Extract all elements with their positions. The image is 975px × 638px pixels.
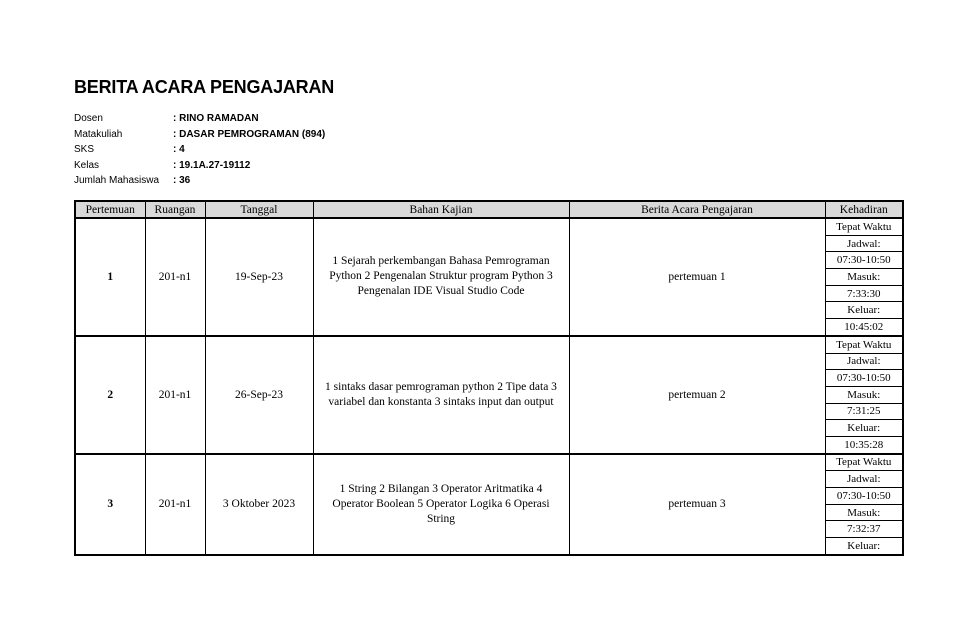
- meta-block: [74, 111, 325, 189]
- cell-tanggal: 26-Sep-23: [205, 336, 313, 454]
- meta-label: Jumlah Mahasiswa: [74, 175, 160, 186]
- cell-pertemuan: 2: [75, 336, 145, 454]
- cell-bahan-kajian: 1 String 2 Bilangan 3 Operator Aritmatika 4 Operator Boolean 5 Operator Logika 6 Operasi String: [313, 454, 569, 555]
- cell-kehadiran-keluar: 10:35:28: [825, 436, 903, 453]
- header-bahan-kajian: Bahan Kajian: [313, 201, 569, 218]
- cell-kehadiran-status: Tepat Waktu: [825, 336, 903, 353]
- cell-berita-acara: pertemuan 3: [569, 454, 825, 555]
- header-tanggal: Tanggal: [205, 201, 313, 218]
- header-kehadiran: Kehadiran: [825, 201, 903, 218]
- attendance-table: [74, 200, 904, 556]
- cell-kehadiran-masuk-label: Masuk:: [825, 269, 903, 286]
- meta-label: Kelas: [74, 159, 100, 171]
- cell-berita-acara: pertemuan 2: [569, 336, 825, 454]
- cell-berita-acara: pertemuan 1: [569, 218, 825, 336]
- header-berita-acara: Berita Acara Pengajaran: [569, 201, 825, 218]
- cell-kehadiran-masuk-label: Masuk:: [825, 504, 903, 521]
- cell-kehadiran-jadwal-label: Jadwal:: [825, 235, 903, 252]
- cell-kehadiran-status: Tepat Waktu: [825, 218, 903, 235]
- meta-row-kelas: [74, 158, 325, 174]
- cell-tanggal: 19-Sep-23: [205, 218, 313, 336]
- meta-label: Matakuliah: [74, 128, 123, 140]
- meta-value: : DASAR PEMROGRAMAN (894): [173, 128, 326, 140]
- cell-bahan-kajian: 1 sintaks dasar pemrograman python 2 Tipe data 3 variabel dan konstanta 3 sintaks input dan output: [313, 336, 569, 454]
- cell-kehadiran-keluar: 10:45:02: [825, 319, 903, 336]
- cell-kehadiran-jadwal-label: Jadwal:: [825, 353, 903, 370]
- cell-kehadiran-jadwal: 07:30-10:50: [825, 488, 903, 505]
- cell-kehadiran-keluar-label: Keluar:: [825, 538, 903, 555]
- cell-ruangan: 201-n1: [145, 218, 205, 336]
- header-ruangan: Ruangan: [145, 201, 205, 218]
- meta-row-sks: [74, 142, 325, 158]
- meta-label: SKS: [74, 144, 95, 155]
- cell-kehadiran-jadwal-label: Jadwal:: [825, 471, 903, 488]
- header-pertemuan: Pertemuan: [75, 201, 145, 218]
- cell-kehadiran-masuk: 7:31:25: [825, 403, 903, 420]
- meta-value: : 4: [173, 144, 185, 155]
- meta-row-jumlah-mahasiswa: [74, 173, 325, 189]
- table-row: [75, 218, 903, 235]
- meta-row-matakuliah: [74, 127, 325, 143]
- cell-kehadiran-jadwal: 07:30-10:50: [825, 370, 903, 387]
- meta-label: Dosen: [74, 113, 103, 124]
- cell-kehadiran-masuk: 7:32:37: [825, 521, 903, 538]
- document-title: BERITA ACARA PENGAJARAN: [74, 77, 335, 97]
- meta-value: : RINO RAMADAN: [173, 113, 259, 124]
- meta-value: : 36: [173, 175, 191, 186]
- cell-kehadiran-keluar-label: Keluar:: [825, 302, 903, 319]
- cell-pertemuan: 1: [75, 218, 145, 336]
- table-row: [75, 454, 903, 471]
- cell-kehadiran-masuk-label: Masuk:: [825, 386, 903, 403]
- cell-kehadiran-status: Tepat Waktu: [825, 454, 903, 471]
- cell-pertemuan: 3: [75, 454, 145, 555]
- meta-value: : 19.1A.27-19112: [173, 159, 251, 171]
- cell-ruangan: 201-n1: [145, 454, 205, 555]
- table-row: [75, 336, 903, 353]
- cell-bahan-kajian: 1 Sejarah perkembangan Bahasa Pemrograman Python 2 Pengenalan Struktur program Python 3 Pengenalan IDE Visual Studio Code: [313, 218, 569, 336]
- cell-kehadiran-keluar-label: Keluar:: [825, 420, 903, 437]
- cell-kehadiran-jadwal: 07:30-10:50: [825, 252, 903, 269]
- table-header-row: [75, 201, 903, 218]
- cell-ruangan: 201-n1: [145, 336, 205, 454]
- cell-tanggal: 3 Oktober 2023: [205, 454, 313, 555]
- cell-kehadiran-masuk: 7:33:30: [825, 285, 903, 302]
- meta-row-dosen: [74, 111, 325, 127]
